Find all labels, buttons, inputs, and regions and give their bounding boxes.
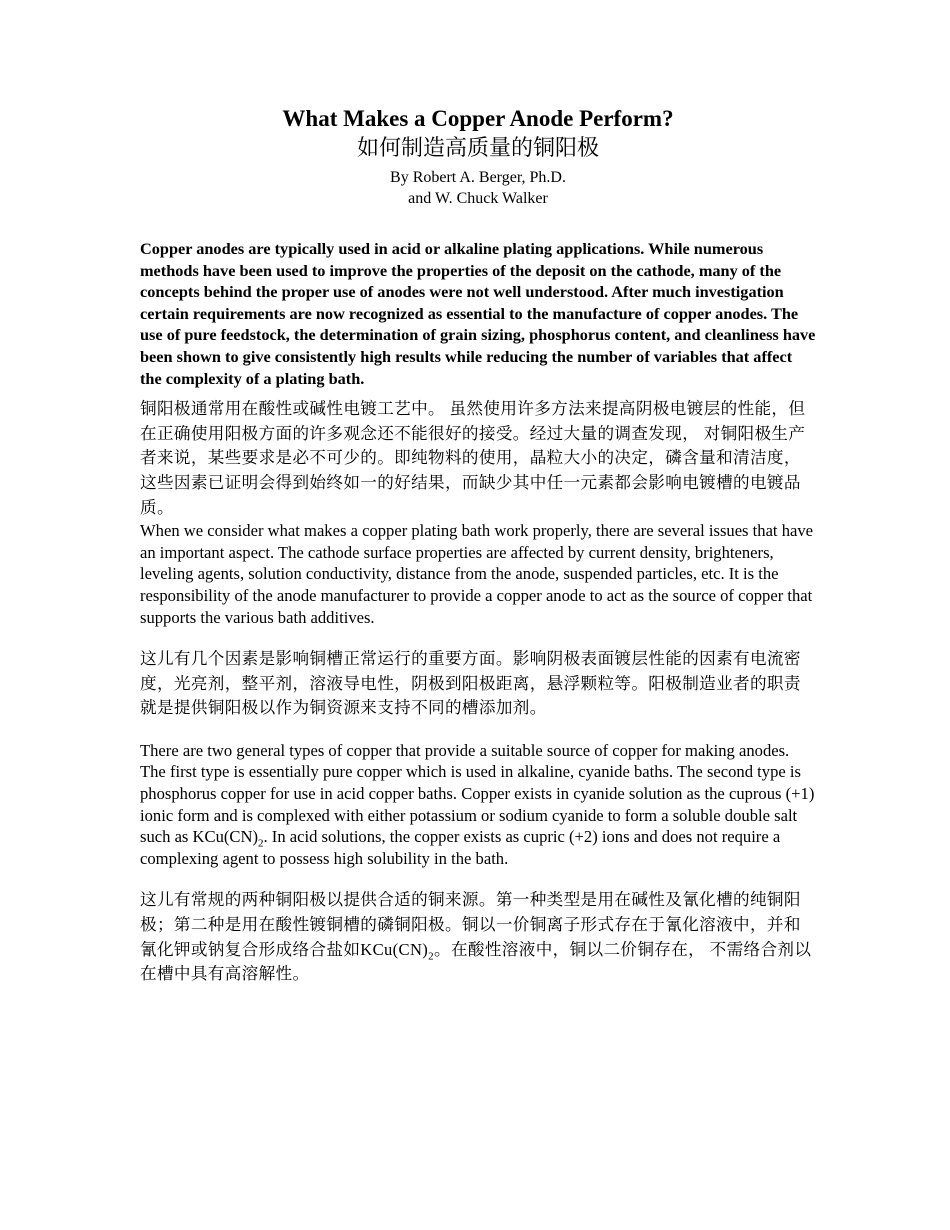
document-title: What Makes a Copper Anode Perform? [282, 106, 674, 131]
paragraph-text: There are two general types of copper that provide a suitable source of copper for making anodes. The first type is essentially pure copper which is used in alkaline, cyanide baths. The second type is phosphorus copper for use in acid copper baths. Copper exists in cyanide solution as the cuprous (+1) ionic form and is complexed with either potassium or sodium cyanide to form a soluble double salt such as KCu(CN) [140, 740, 815, 847]
subscript: 2 [428, 949, 435, 962]
paragraph-text: 这儿有常规的两种铜阳极以提供合适的铜来源。第一种类型是用在碱性及氰化槽的纯铜阳极；第二种是用在酸性镀铜槽的磷铜阳极。铜以一价铜离子形式存在于氰化溶液中，并和氰化钾或钠复合形成络合盐如KCu(CN) [140, 890, 801, 959]
paragraph-text: 。在酸性溶液中，铜以二价铜存在， 不需络合剂以在槽中具有高溶解性。 [140, 939, 812, 984]
abstract-paragraph: Copper anodes are typically used in acid or alkaline plating applications. While numerous methods have been used to improve the properties of the deposit on the cathode, many of the concepts behind the proper use of anodes were not well understood. After much investigation certain requirements are now recognized as essential to the manufacture of copper anodes. The use of pure feedstock, the determination of grain sizing, phosphorus content, and cleanliness have been shown to give consistently high results while reducing the number of variables that affect the complexity of a plating bath. [140, 239, 816, 388]
document-page [140, 105, 816, 987]
body-paragraph-2-chinese [140, 888, 816, 986]
body-paragraph-2 [140, 740, 816, 870]
byline-authors: By Robert A. Berger, Ph.D. [390, 169, 566, 186]
abstract-paragraph-chinese: 铜阳极通常用在酸性或碱性电镀工艺中。 虽然使用许多方法来提高阴极电镀层的性能，但在正确使用阳极方面的许多观念还不能很好的接受。经过大量的调查发现， 对铜阳极生产者来说，某些要求是必不可少的。即纯物料的使用，晶粒大小的决定，磷含量和清洁度， 这些因素已证明会得到始终如一的好结果，而缺少其中任一元素都会影响电镀槽的电镀品质。 [140, 399, 806, 517]
subscript: 2 [258, 837, 264, 850]
title-block [140, 105, 816, 209]
body-paragraph-1: When we consider what makes a copper plating bath work properly, there are several issues that have an important aspect. The cathode surface properties are affected by current density, brighteners, leveling agents, solution conductivity, distance from the anode, suspended particles, etc. It is the responsibility of the anode manufacturer to provide a copper anode to act as the source of copper that supports the various bath additives. [140, 521, 814, 627]
document-title-chinese: 如何制造高质量的铜阳极 [356, 135, 599, 160]
byline [140, 167, 816, 209]
byline-coauthor: and W. Chuck Walker [408, 190, 548, 207]
body-paragraph-1-chinese: 这儿有几个因素是影响铜槽正常运行的重要方面。影响阴极表面镀层性能的因素有电流密度，光亮剂，整平剂，溶液导电性，阴极到阳极距离，悬浮颗粒等。阳极制造业者的职责就是提供铜阳极以作为铜资源来支持不同的槽添加剂。 [140, 649, 801, 718]
paragraph-text: . In acid solutions, the copper exists as cupric (+2) ions and does not require a complexing agent to possess high solubility in the bath. [140, 827, 781, 868]
